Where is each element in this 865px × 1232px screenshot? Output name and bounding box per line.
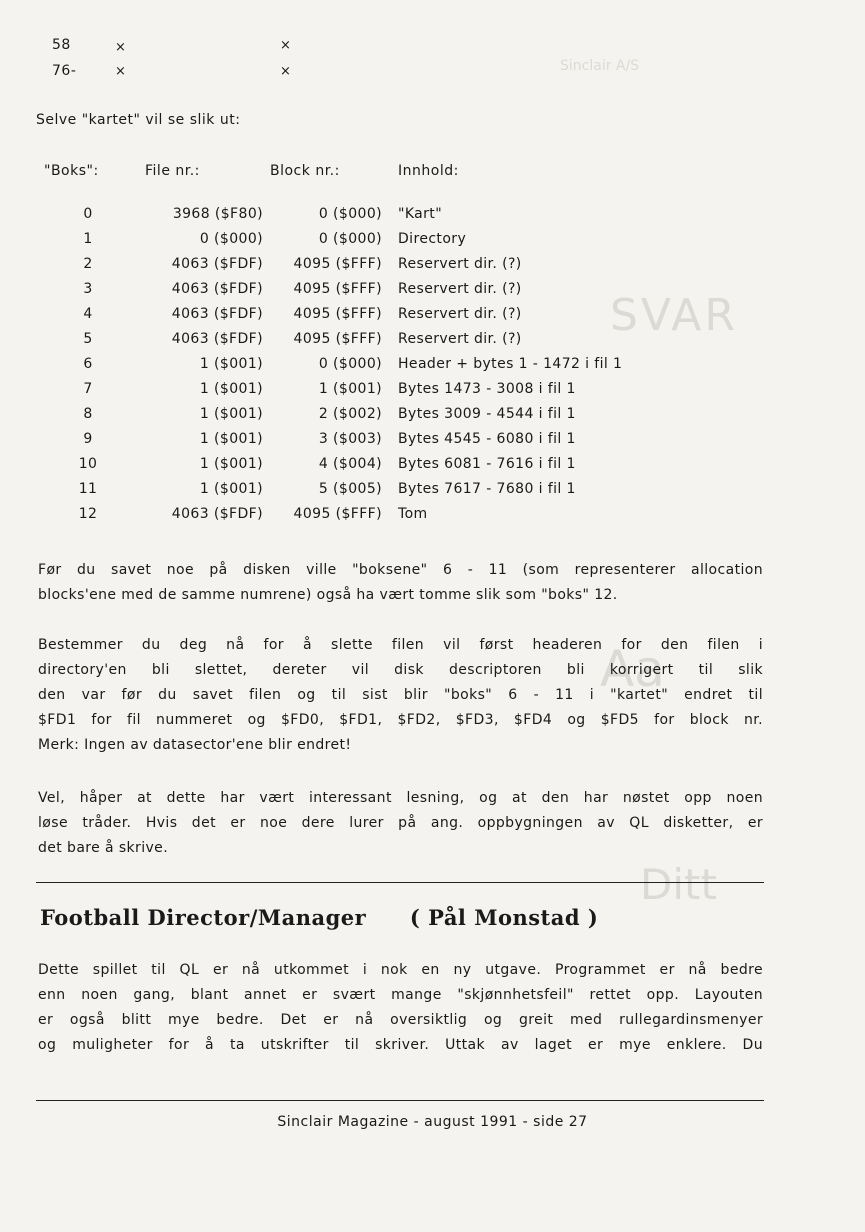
- file-cell: 1 ($001): [199, 431, 263, 447]
- header-box: "Boks":: [44, 163, 99, 179]
- file-cell: 4063 ($FDF): [171, 506, 263, 522]
- article-author: ( Pål Monstad ): [409, 905, 599, 930]
- paragraph-delete-file: [38, 633, 763, 758]
- content-cell: Bytes 1473 - 3008 i fil 1: [398, 381, 576, 397]
- table-row: [0, 431, 800, 456]
- box-cell: 5: [83, 331, 93, 347]
- table-row: [0, 506, 800, 531]
- x-mark: ×: [115, 64, 126, 79]
- x-mark: ×: [115, 40, 126, 55]
- page-footer: Sinclair Magazine - august 1991 - side 27: [277, 1114, 588, 1130]
- file-cell: 4063 ($FDF): [171, 331, 263, 347]
- box-cell: 6: [83, 356, 93, 372]
- table-row: [0, 356, 800, 381]
- text-line: Vel, håper at dette har vært interessant lesning, og at den har nøstet opp noen: [38, 790, 763, 806]
- content-cell: Reservert dir. (?): [398, 331, 522, 347]
- box-cell: 0: [83, 206, 93, 222]
- file-cell: 0 ($000): [199, 231, 263, 247]
- block-cell: 4095 ($FFF): [293, 306, 382, 322]
- paragraph-closing: [38, 786, 763, 861]
- table-row: [0, 206, 800, 231]
- box-cell: 12: [78, 506, 98, 522]
- file-cell: 1 ($001): [199, 481, 263, 497]
- header-content: Innhold:: [398, 163, 459, 179]
- content-cell: Directory: [398, 231, 467, 247]
- box-cell: 1: [83, 231, 93, 247]
- text-line: directory'en bli slettet, dereter vil disk descriptoren bli korrigert til slik: [38, 662, 763, 678]
- text-line: enn noen gang, blant annet er svært mange "skjønnhetsfeil" rettet opp. Layouten: [38, 987, 763, 1003]
- row-label-76: 76-: [52, 63, 77, 79]
- article-heading: [40, 905, 598, 930]
- row-label-58: 58: [52, 37, 71, 53]
- block-cell: 1 ($001): [318, 381, 382, 397]
- block-cell: 5 ($005): [318, 481, 382, 497]
- file-cell: 1 ($001): [199, 456, 263, 472]
- table-row: [0, 306, 800, 331]
- content-cell: Bytes 3009 - 4544 i fil 1: [398, 406, 576, 422]
- text-line: det bare å skrive.: [38, 840, 169, 856]
- table-row: [0, 481, 800, 506]
- box-cell: 7: [83, 381, 93, 397]
- box-cell: 4: [83, 306, 93, 322]
- block-cell: 2 ($002): [318, 406, 382, 422]
- text-line: Før du savet noe på disken ville "boksene" 6 - 11 (som representerer allocation: [38, 562, 763, 578]
- block-cell: 0 ($000): [318, 206, 382, 222]
- text-line: og muligheter for å ta utskrifter til skriver. Uttak av laget er mye enklere. Du: [38, 1037, 763, 1053]
- table-row: [0, 256, 800, 281]
- x-mark: ×: [280, 64, 291, 79]
- box-cell: 9: [83, 431, 93, 447]
- block-cell: 4095 ($FFF): [293, 331, 382, 347]
- text-line: Dette spillet til QL er nå utkommet i nok en ny utgave. Programmet er nå bedre: [38, 962, 763, 978]
- table-row: [0, 381, 800, 406]
- block-cell: 4095 ($FFF): [293, 506, 382, 522]
- header-file: File nr.:: [145, 163, 200, 179]
- content-cell: Header + bytes 1 - 1472 i fil 1: [398, 356, 623, 372]
- box-cell: 11: [78, 481, 98, 497]
- text-line: den var før du savet filen og til sist blir "boks" 6 - 11 i "kartet" endret til: [38, 687, 763, 703]
- block-cell: 4095 ($FFF): [293, 256, 382, 272]
- file-cell: 1 ($001): [199, 356, 263, 372]
- content-cell: Bytes 7617 - 7680 i fil 1: [398, 481, 576, 497]
- text-line: løse tråder. Hvis det er noe dere lurer på ang. oppbygningen av QL disketter, er: [38, 815, 763, 831]
- content-cell: Reservert dir. (?): [398, 281, 522, 297]
- file-cell: 4063 ($FDF): [171, 306, 263, 322]
- box-cell: 8: [83, 406, 93, 422]
- text-line: Merk: Ingen av datasector'ene blir endret!: [38, 737, 352, 753]
- header-block: Block nr.:: [270, 163, 340, 179]
- paragraph-before-save: [38, 558, 763, 608]
- text-line: blocks'ene med de samme numrene) også ha vært tomme slik som "boks" 12.: [38, 587, 618, 603]
- content-cell: Bytes 6081 - 7616 i fil 1: [398, 456, 576, 472]
- table-row: [0, 281, 800, 306]
- block-cell: 3 ($003): [318, 431, 382, 447]
- x-mark: ×: [280, 38, 291, 53]
- content-cell: "Kart": [398, 206, 443, 222]
- text-line: $FD1 for fil nummeret og $FD0, $FD1, $FD2, $FD3, $FD4 og $FD5 for block nr.: [38, 712, 763, 728]
- table-row: [0, 406, 800, 431]
- table-row: [0, 456, 800, 481]
- file-cell: 4063 ($FDF): [171, 256, 263, 272]
- footer-divider: [36, 1100, 764, 1101]
- section-divider: [36, 882, 764, 883]
- content-cell: Tom: [398, 506, 428, 522]
- intro-text: Selve "kartet" vil se slik ut:: [36, 112, 241, 128]
- table-row: [0, 231, 800, 256]
- text-line: er også blitt mye bedre. Det er nå oversiktlig og greit med rullegardinsmenyer: [38, 1012, 763, 1028]
- article-body: [38, 958, 763, 1058]
- box-cell: 2: [83, 256, 93, 272]
- block-cell: 4 ($004): [318, 456, 382, 472]
- box-cell: 10: [78, 456, 98, 472]
- file-cell: 4063 ($FDF): [171, 281, 263, 297]
- block-cell: 4095 ($FFF): [293, 281, 382, 297]
- content-cell: Reservert dir. (?): [398, 256, 522, 272]
- table-row: [0, 331, 800, 356]
- text-line: Bestemmer du deg nå for å slette filen vil først headeren for den filen i: [38, 637, 763, 653]
- file-cell: 1 ($001): [199, 406, 263, 422]
- content-cell: Bytes 4545 - 6080 i fil 1: [398, 431, 576, 447]
- box-cell: 3: [83, 281, 93, 297]
- file-cell: 3968 ($F80): [172, 206, 263, 222]
- content-cell: Reservert dir. (?): [398, 306, 522, 322]
- block-cell: 0 ($000): [318, 356, 382, 372]
- file-cell: 1 ($001): [199, 381, 263, 397]
- block-cell: 0 ($000): [318, 231, 382, 247]
- article-title: Football Director/Manager: [40, 905, 367, 930]
